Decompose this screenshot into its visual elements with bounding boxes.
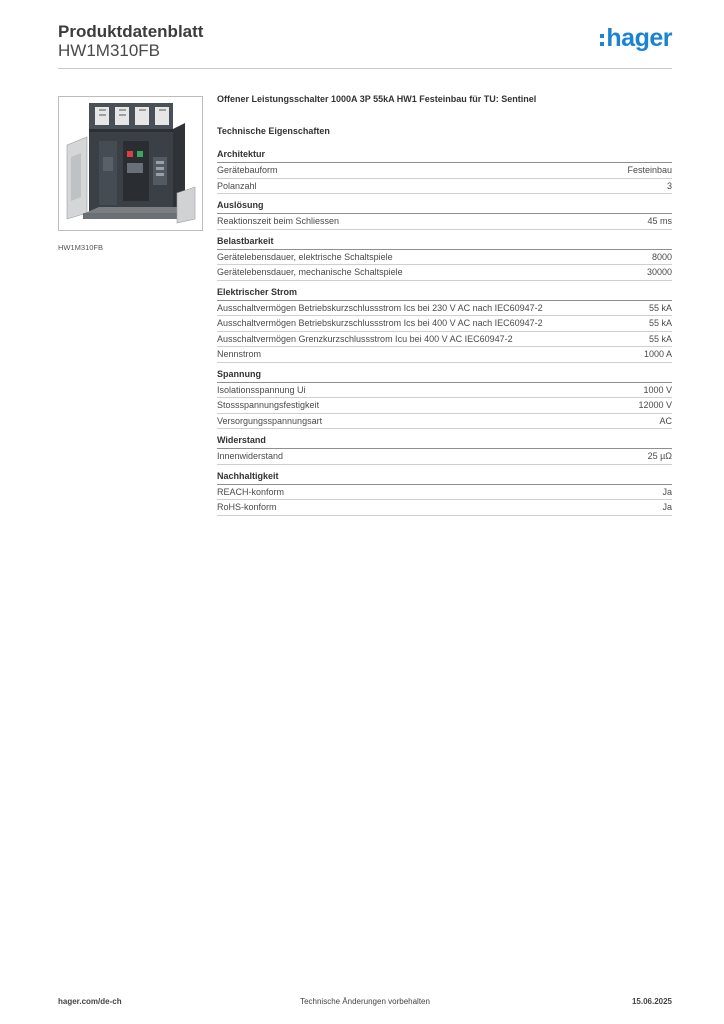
spec-value: 3: [666, 180, 672, 191]
document-title: Produktdatenblatt: [58, 22, 204, 41]
spec-label: Versorgungsspannungsart: [217, 415, 323, 426]
spec-group-ausloesung: [217, 200, 672, 230]
circuit-breaker-image: [59, 97, 202, 230]
spec-value: 25 µΩ: [647, 451, 672, 461]
spec-group-architektur: [217, 149, 672, 194]
spec-row: [217, 383, 672, 399]
spec-value: 1000 A: [643, 349, 672, 359]
group-title: Auslösung: [217, 200, 672, 214]
group-title: Belastbarkeit: [217, 236, 672, 250]
spec-row: [217, 500, 672, 516]
spec-row: [217, 485, 672, 501]
spec-value: 45 ms: [647, 216, 672, 226]
spec-value: 1000 V: [643, 384, 672, 395]
spec-row: [217, 449, 672, 465]
spec-row: [217, 332, 672, 348]
group-title: Architektur: [217, 149, 672, 163]
spec-row: [217, 179, 672, 195]
spec-label: Ausschaltvermögen Betriebskurzschlussstrom Ics bei 400 V AC nach IEC60947-2: [217, 318, 543, 328]
spec-content: [217, 94, 672, 522]
spec-label: Innenwiderstand: [217, 451, 284, 461]
spec-label: Isolationsspannung Ui: [217, 384, 306, 395]
spec-value: Ja: [662, 486, 672, 497]
page-header: [58, 20, 672, 70]
spec-value: 55 kA: [648, 302, 672, 313]
spec-label: Gerätebauform: [217, 165, 278, 175]
group-title: Widerstand: [217, 435, 672, 449]
spec-value: 30000: [646, 267, 672, 277]
spec-value: 8000: [651, 251, 672, 262]
spec-group-widerstand: [217, 435, 672, 465]
spec-row: [217, 414, 672, 430]
spec-group-elektrischer-strom: [217, 287, 672, 363]
group-title: Spannung: [217, 369, 672, 383]
spec-group-belastbarkeit: [217, 236, 672, 281]
spec-value: AC: [659, 415, 672, 426]
spec-label: Gerätelebensdauer, elektrische Schaltspiele: [217, 251, 393, 262]
spec-label: REACH-konform: [217, 486, 285, 497]
spec-row: [217, 347, 672, 363]
hager-logo: [600, 24, 672, 53]
section-heading: Technische Eigenschaften: [217, 126, 330, 136]
footer-date: 15.06.2025: [631, 997, 672, 1006]
spec-value: Festeinbau: [627, 165, 672, 175]
spec-row: [217, 214, 672, 230]
header-divider: [58, 68, 672, 69]
spec-row: [217, 265, 672, 281]
product-image: [58, 96, 203, 231]
footer-website-link[interactable]: hager.com/de-ch: [58, 997, 122, 1006]
spec-row: [217, 163, 672, 179]
document-subtitle: HW1M310FB: [58, 41, 161, 60]
spec-label: Gerätelebensdauer, mechanische Schaltspiele: [217, 267, 403, 277]
spec-label: RoHS-konform: [217, 502, 277, 512]
spec-row: [217, 301, 672, 317]
group-title: Elektrischer Strom: [217, 287, 672, 301]
spec-group-nachhaltigkeit: [217, 471, 672, 516]
spec-value: 55 kA: [648, 318, 672, 328]
spec-row: [217, 316, 672, 332]
spec-label: Ausschaltvermögen Betriebskurzschlussstrom Ics bei 230 V AC nach IEC60947-2: [217, 302, 543, 313]
spec-label: Reaktionszeit beim Schliessen: [217, 216, 340, 226]
image-caption: HW1M310FB: [58, 243, 104, 252]
spec-group-spannung: [217, 369, 672, 430]
spec-value: Ja: [662, 502, 672, 512]
footer-disclaimer: Technische Änderungen vorbehalten: [300, 997, 430, 1006]
spec-value: 55 kA: [648, 333, 672, 344]
product-heading: Offener Leistungsschalter 1000A 3P 55kA HW1 Festeinbau für TU: Sentinel: [217, 94, 537, 104]
logo-dots-icon: [600, 33, 604, 47]
spec-row: [217, 398, 672, 414]
spec-label: Ausschaltvermögen Grenzkurzschlussstrom Icu bei 400 V AC IEC60947-2: [217, 333, 513, 344]
logo-text: hager: [606, 24, 672, 52]
spec-label: Polanzahl: [217, 180, 257, 191]
spec-value: 12000 V: [638, 400, 672, 410]
spec-label: Nennstrom: [217, 349, 262, 359]
spec-row: [217, 250, 672, 266]
group-title: Nachhaltigkeit: [217, 471, 672, 485]
spec-label: Stossspannungsfestigkeit: [217, 400, 320, 410]
